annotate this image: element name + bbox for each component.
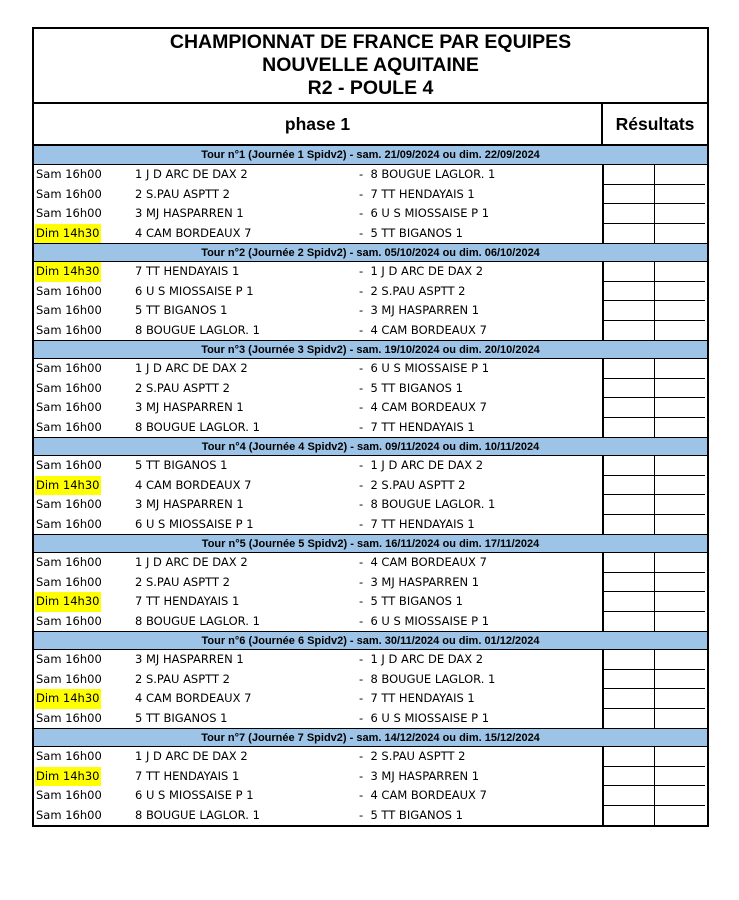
result-cell-home[interactable] (602, 612, 654, 632)
match-time (34, 224, 131, 244)
match-row (34, 689, 707, 709)
result-cell-away[interactable] (654, 592, 705, 612)
match-row (34, 709, 707, 729)
match-time-label: Sam 16h00 (36, 788, 102, 802)
home-team: 4 CAM BORDEAUX 7 (135, 691, 252, 705)
home-team: 6 U S MIOSSAISE P 1 (135, 516, 254, 531)
home-team: 2 S.PAU ASPTT 2 (135, 671, 230, 686)
result-cell-home[interactable] (602, 224, 654, 244)
result-cell-away[interactable] (654, 476, 705, 496)
result-cell-home[interactable] (602, 495, 654, 515)
away-team: - 6 U S MIOSSAISE P 1 (359, 361, 490, 375)
away-team: - 6 U S MIOSSAISE P 1 (359, 710, 490, 725)
phase-header: phase 1 (34, 104, 603, 144)
tour-header: Tour n°6 (Journée 6 Spidv2) - sam. 30/11/2024 ou dim. 01/12/2024 (34, 631, 707, 650)
away-team: - 1 J D ARC DE DAX 2 (359, 264, 484, 278)
home-team: 3 MJ HASPARREN 1 (135, 400, 244, 414)
away-team: - 3 MJ HASPARREN 1 (359, 768, 480, 783)
result-cell-home[interactable] (602, 689, 654, 709)
title-line-3: R2 - POULE 4 (307, 77, 434, 99)
match-row (34, 573, 707, 593)
away-team: - 6 U S MIOSSAISE P 1 (359, 613, 490, 628)
result-cell-home[interactable] (602, 515, 654, 535)
match-row (34, 456, 707, 476)
result-cell-home[interactable] (602, 165, 654, 185)
result-cell-away[interactable] (654, 553, 705, 573)
tour-block (34, 631, 707, 728)
match-time-label: Sam 16h00 (36, 749, 102, 763)
away-team: - 2 S.PAU ASPTT 2 (359, 283, 466, 298)
tour-header: Tour n°2 (Journée 2 Spidv2) - sam. 05/10/2024 ou dim. 06/10/2024 (34, 243, 707, 262)
home-team: 2 S.PAU ASPTT 2 (135, 186, 230, 201)
match-time-label: Sam 16h00 (36, 807, 102, 822)
match-time (34, 670, 131, 690)
match-time-label: Sam 16h00 (36, 710, 102, 725)
away-team: - 3 MJ HASPARREN 1 (359, 574, 480, 589)
match-time (34, 767, 131, 787)
result-cell-away[interactable] (654, 747, 705, 767)
match-row (34, 476, 707, 496)
tour-block (34, 146, 707, 243)
away-team: - 2 S.PAU ASPTT 2 (359, 477, 466, 492)
result-cell-away[interactable] (654, 282, 705, 302)
match-time (34, 806, 131, 826)
match-row (34, 418, 707, 438)
tour-header: Tour n°4 (Journée 4 Spidv2) - sam. 09/11/2024 ou dim. 10/11/2024 (34, 437, 707, 456)
match-time (34, 786, 131, 806)
document-title (34, 29, 707, 104)
match-time-label: Sam 16h00 (36, 303, 102, 317)
result-cell-away[interactable] (654, 301, 705, 321)
result-cell-away[interactable] (654, 573, 705, 593)
match-time (34, 282, 131, 302)
match-row (34, 495, 707, 515)
result-cell-home[interactable] (602, 573, 654, 593)
tours-container (34, 146, 707, 825)
match-time-label: Sam 16h00 (36, 400, 102, 414)
result-cell-home[interactable] (602, 650, 654, 670)
home-team: 1 J D ARC DE DAX 2 (135, 167, 248, 181)
match-time-label: Sam 16h00 (36, 555, 102, 569)
home-team: 3 MJ HASPARREN 1 (135, 206, 244, 220)
schedule-sheet (32, 27, 709, 827)
match-time-label: Sam 16h00 (36, 458, 102, 472)
tour-header: Tour n°5 (Journée 5 Spidv2) - sam. 16/11/2024 ou dim. 17/11/2024 (34, 534, 707, 553)
match-row (34, 612, 707, 632)
result-cell-away[interactable] (654, 379, 705, 399)
away-team: - 4 CAM BORDEAUX 7 (359, 555, 487, 569)
match-time (34, 321, 131, 341)
match-time-label: Sam 16h00 (36, 206, 102, 220)
match-time-label: Sam 16h00 (36, 497, 102, 511)
match-time (34, 359, 131, 379)
home-team: 4 CAM BORDEAUX 7 (135, 477, 252, 492)
match-time-label: Sam 16h00 (36, 361, 102, 375)
home-team: 3 MJ HASPARREN 1 (135, 497, 244, 511)
tour-block (34, 728, 707, 825)
match-row (34, 553, 707, 573)
result-cell-home[interactable] (602, 786, 654, 806)
result-cell-away[interactable] (654, 165, 705, 185)
result-cell-home[interactable] (602, 592, 654, 612)
tour-block (34, 534, 707, 631)
home-team: 2 S.PAU ASPTT 2 (135, 380, 230, 395)
result-cell-away[interactable] (654, 709, 705, 729)
result-cell-away[interactable] (654, 689, 705, 709)
match-row (34, 301, 707, 321)
results-header: Résultats (615, 114, 695, 134)
home-team: 6 U S MIOSSAISE P 1 (135, 788, 254, 802)
match-time-label: Sam 16h00 (36, 186, 102, 201)
away-team: - 6 U S MIOSSAISE P 1 (359, 206, 490, 220)
result-cell-away[interactable] (654, 262, 705, 282)
match-row (34, 185, 707, 205)
result-cell-home[interactable] (602, 185, 654, 205)
match-row (34, 786, 707, 806)
result-cell-away[interactable] (654, 398, 705, 418)
result-cell-away[interactable] (654, 495, 705, 515)
match-row (34, 592, 707, 612)
match-row (34, 650, 707, 670)
match-row (34, 747, 707, 767)
match-time (34, 418, 131, 438)
away-team: - 5 TT BIGANOS 1 (359, 380, 463, 395)
away-team: - 5 TT BIGANOS 1 (359, 594, 463, 608)
home-team: 2 S.PAU ASPTT 2 (135, 574, 230, 589)
away-team: - 4 CAM BORDEAUX 7 (359, 322, 487, 337)
result-cell-home[interactable] (602, 204, 654, 224)
match-row (34, 806, 707, 826)
match-time (34, 612, 131, 632)
match-time-label: Dim 14h30 (35, 767, 101, 787)
match-time-label: Dim 14h30 (35, 476, 101, 496)
home-team: 7 TT HENDAYAIS 1 (135, 768, 240, 783)
match-row (34, 379, 707, 399)
match-row (34, 262, 707, 282)
match-row (34, 670, 707, 690)
home-team: 4 CAM BORDEAUX 7 (135, 225, 252, 240)
home-team: 5 TT BIGANOS 1 (135, 458, 228, 472)
result-cell-away[interactable] (654, 456, 705, 476)
home-team: 8 BOUGUE LAGLOR. 1 (135, 322, 260, 337)
away-team: - 5 TT BIGANOS 1 (359, 225, 463, 240)
match-time (34, 689, 131, 709)
match-time-label: Sam 16h00 (36, 516, 102, 531)
match-row (34, 767, 707, 787)
match-time-label: Sam 16h00 (36, 283, 102, 298)
result-cell-away[interactable] (654, 359, 705, 379)
tour-block (34, 437, 707, 534)
away-team: - 1 J D ARC DE DAX 2 (359, 458, 484, 472)
home-team: 5 TT BIGANOS 1 (135, 710, 228, 725)
away-team: - 1 J D ARC DE DAX 2 (359, 652, 484, 666)
result-cell-away[interactable] (654, 185, 705, 205)
match-time-label: Sam 16h00 (36, 419, 102, 434)
match-time-label: Sam 16h00 (36, 613, 102, 628)
home-team: 5 TT BIGANOS 1 (135, 303, 228, 317)
away-team: - 7 TT HENDAYAIS 1 (359, 516, 475, 531)
result-cell-away[interactable] (654, 515, 705, 535)
result-cell-home[interactable] (602, 359, 654, 379)
match-row (34, 282, 707, 302)
result-cell-away[interactable] (654, 786, 705, 806)
away-team: - 7 TT HENDAYAIS 1 (359, 691, 475, 705)
home-team: 8 BOUGUE LAGLOR. 1 (135, 419, 260, 434)
away-team: - 4 CAM BORDEAUX 7 (359, 400, 487, 414)
tour-header: Tour n°3 (Journée 3 Spidv2) - sam. 19/10/2024 ou dim. 20/10/2024 (34, 340, 707, 359)
match-row (34, 359, 707, 379)
title-line-2: NOUVELLE AQUITAINE (262, 54, 479, 76)
away-team: - 2 S.PAU ASPTT 2 (359, 749, 466, 763)
match-time-label: Dim 14h30 (35, 689, 101, 709)
home-team: 1 J D ARC DE DAX 2 (135, 361, 248, 375)
away-team: - 8 BOUGUE LAGLOR. 1 (359, 497, 496, 511)
result-cell-home[interactable] (602, 262, 654, 282)
result-cell-away[interactable] (654, 650, 705, 670)
result-cell-away[interactable] (654, 767, 705, 787)
table-header (34, 104, 707, 146)
result-cell-home[interactable] (602, 553, 654, 573)
away-team: - 8 BOUGUE LAGLOR. 1 (359, 167, 496, 181)
result-cell-home[interactable] (602, 456, 654, 476)
match-time-label: Sam 16h00 (36, 167, 102, 181)
result-cell-home[interactable] (602, 379, 654, 399)
match-row (34, 165, 707, 185)
match-time (34, 476, 131, 496)
match-time (34, 553, 131, 573)
match-time (34, 379, 131, 399)
away-team: - 7 TT HENDAYAIS 1 (359, 186, 475, 201)
result-cell-away[interactable] (654, 612, 705, 632)
match-time (34, 204, 131, 224)
match-time (34, 650, 131, 670)
result-cell-away[interactable] (654, 806, 705, 826)
away-team: - 5 TT BIGANOS 1 (359, 807, 463, 822)
match-time-label: Sam 16h00 (36, 380, 102, 395)
result-cell-home[interactable] (602, 747, 654, 767)
away-team: - 4 CAM BORDEAUX 7 (359, 788, 487, 802)
match-row (34, 398, 707, 418)
tour-block (34, 243, 707, 340)
result-cell-home[interactable] (602, 398, 654, 418)
match-time-label: Dim 14h30 (35, 224, 101, 244)
match-row (34, 321, 707, 341)
tour-header: Tour n°1 (Journée 1 Spidv2) - sam. 21/09/2024 ou dim. 22/09/2024 (34, 146, 707, 165)
match-time (34, 301, 131, 321)
result-cell-away[interactable] (654, 670, 705, 690)
match-time (34, 398, 131, 418)
match-time (34, 573, 131, 593)
result-cell-home[interactable] (602, 709, 654, 729)
home-team: 3 MJ HASPARREN 1 (135, 652, 244, 666)
match-time (34, 495, 131, 515)
match-time-label: Sam 16h00 (36, 574, 102, 589)
result-cell-away[interactable] (654, 224, 705, 244)
home-team: 7 TT HENDAYAIS 1 (135, 594, 240, 608)
match-row (34, 204, 707, 224)
match-time (34, 515, 131, 535)
home-team: 8 BOUGUE LAGLOR. 1 (135, 807, 260, 822)
result-cell-home[interactable] (602, 301, 654, 321)
result-cell-away[interactable] (654, 204, 705, 224)
match-time-label: Dim 14h30 (35, 592, 101, 612)
away-team: - 7 TT HENDAYAIS 1 (359, 419, 475, 434)
home-team: 1 J D ARC DE DAX 2 (135, 749, 248, 763)
result-cell-home[interactable] (602, 418, 654, 438)
match-time-label: Sam 16h00 (36, 322, 102, 337)
result-cell-home[interactable] (602, 476, 654, 496)
result-cell-home[interactable] (602, 767, 654, 787)
tour-block (34, 340, 707, 437)
home-team: 8 BOUGUE LAGLOR. 1 (135, 613, 260, 628)
tour-header: Tour n°7 (Journée 7 Spidv2) - sam. 14/12/2024 ou dim. 15/12/2024 (34, 728, 707, 747)
result-cell-home[interactable] (602, 670, 654, 690)
match-time-label: Dim 14h30 (35, 262, 101, 282)
match-time (34, 165, 131, 185)
match-time (34, 185, 131, 205)
match-row (34, 224, 707, 244)
result-cell-home[interactable] (602, 806, 654, 826)
result-cell-away[interactable] (654, 321, 705, 341)
match-time (34, 456, 131, 476)
home-team: 1 J D ARC DE DAX 2 (135, 555, 248, 569)
match-time (34, 592, 131, 612)
away-team: - 8 BOUGUE LAGLOR. 1 (359, 671, 496, 686)
match-time (34, 747, 131, 767)
title-line-1: CHAMPIONNAT DE FRANCE PAR EQUIPES (169, 31, 572, 53)
home-team: 7 TT HENDAYAIS 1 (135, 264, 240, 278)
result-cell-home[interactable] (602, 282, 654, 302)
away-team: - 3 MJ HASPARREN 1 (359, 303, 480, 317)
match-time (34, 709, 131, 729)
result-cell-away[interactable] (654, 418, 705, 438)
match-time (34, 262, 131, 282)
home-team: 6 U S MIOSSAISE P 1 (135, 283, 254, 298)
match-row (34, 515, 707, 535)
match-time-label: Sam 16h00 (36, 671, 102, 686)
result-cell-home[interactable] (602, 321, 654, 341)
match-time-label: Sam 16h00 (36, 652, 102, 666)
